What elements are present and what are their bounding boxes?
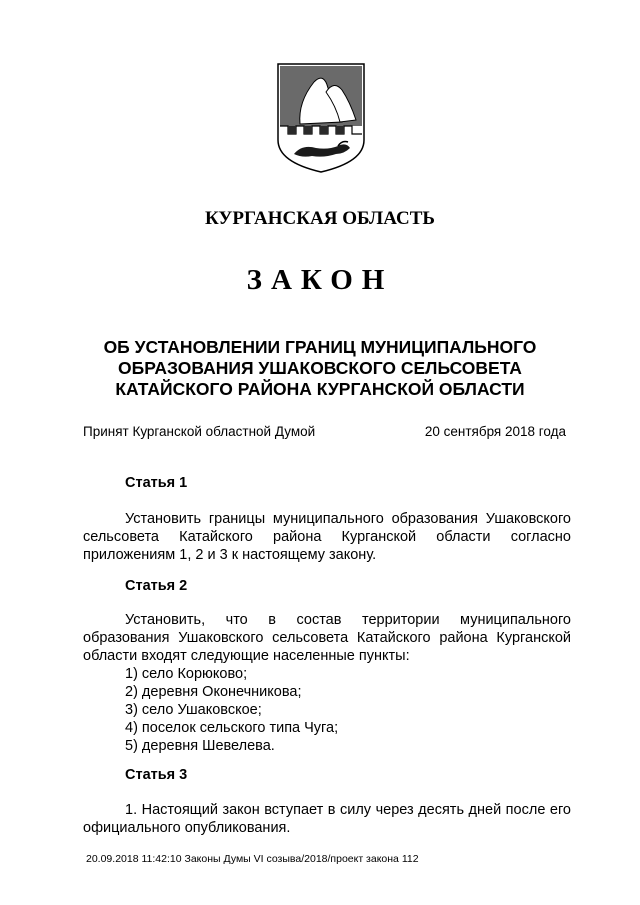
list-item: 4) поселок сельского типа Чуга; bbox=[125, 720, 339, 736]
law-title-line: ОБ УСТАНОВЛЕНИИ ГРАНИЦ МУНИЦИПАЛЬНОГО bbox=[103, 337, 537, 357]
law-title bbox=[0, 337, 640, 400]
list-item: 5) деревня Шевелева. bbox=[125, 738, 275, 754]
adoption-date: 20 сентября 2018 года bbox=[424, 424, 566, 439]
article-heading: Статья 3 bbox=[125, 767, 188, 783]
law-title-line: ОБРАЗОВАНИЯ УШАКОВСКОГО СЕЛЬСОВЕТА bbox=[118, 358, 522, 378]
list-item: 1) село Корюково; bbox=[125, 666, 248, 682]
coat-of-arms-icon bbox=[276, 62, 366, 174]
region-name: КУРГАНСКАЯ ОБЛАСТЬ bbox=[205, 208, 435, 229]
adopted-by: Принят Курганской областной Думой bbox=[83, 424, 316, 439]
article-text: Установить, что в состав территории муниципального образования Ушаковского сельсовета Катайского района Курганской области входят следующие населенные пункты: bbox=[83, 612, 571, 664]
list-item: 2) деревня Оконечникова; bbox=[125, 684, 302, 700]
law-title-line: КАТАЙСКОГО РАЙОНА КУРГАНСКОЙ ОБЛАСТИ bbox=[115, 379, 525, 399]
article-heading: Статья 1 bbox=[125, 475, 188, 491]
article-text: Установить границы муниципального образования Ушаковского сельсовета Катайского района Курганской области согласно приложениям 1, 2 и 3 к настоящему закону. bbox=[83, 511, 571, 563]
document-footer: 20.09.2018 11:42:10 Законы Думы VI созыва/2018/проект закона 112 bbox=[86, 853, 419, 865]
settlement-list bbox=[125, 665, 338, 755]
list-item: 3) село Ушаковское; bbox=[125, 702, 262, 718]
document-type: ЗАКОН bbox=[246, 264, 394, 296]
article-heading: Статья 2 bbox=[125, 578, 188, 594]
adoption-info bbox=[83, 424, 566, 439]
article-text: 1. Настоящий закон вступает в силу через десять дней после его официального опубликования. bbox=[83, 802, 571, 836]
